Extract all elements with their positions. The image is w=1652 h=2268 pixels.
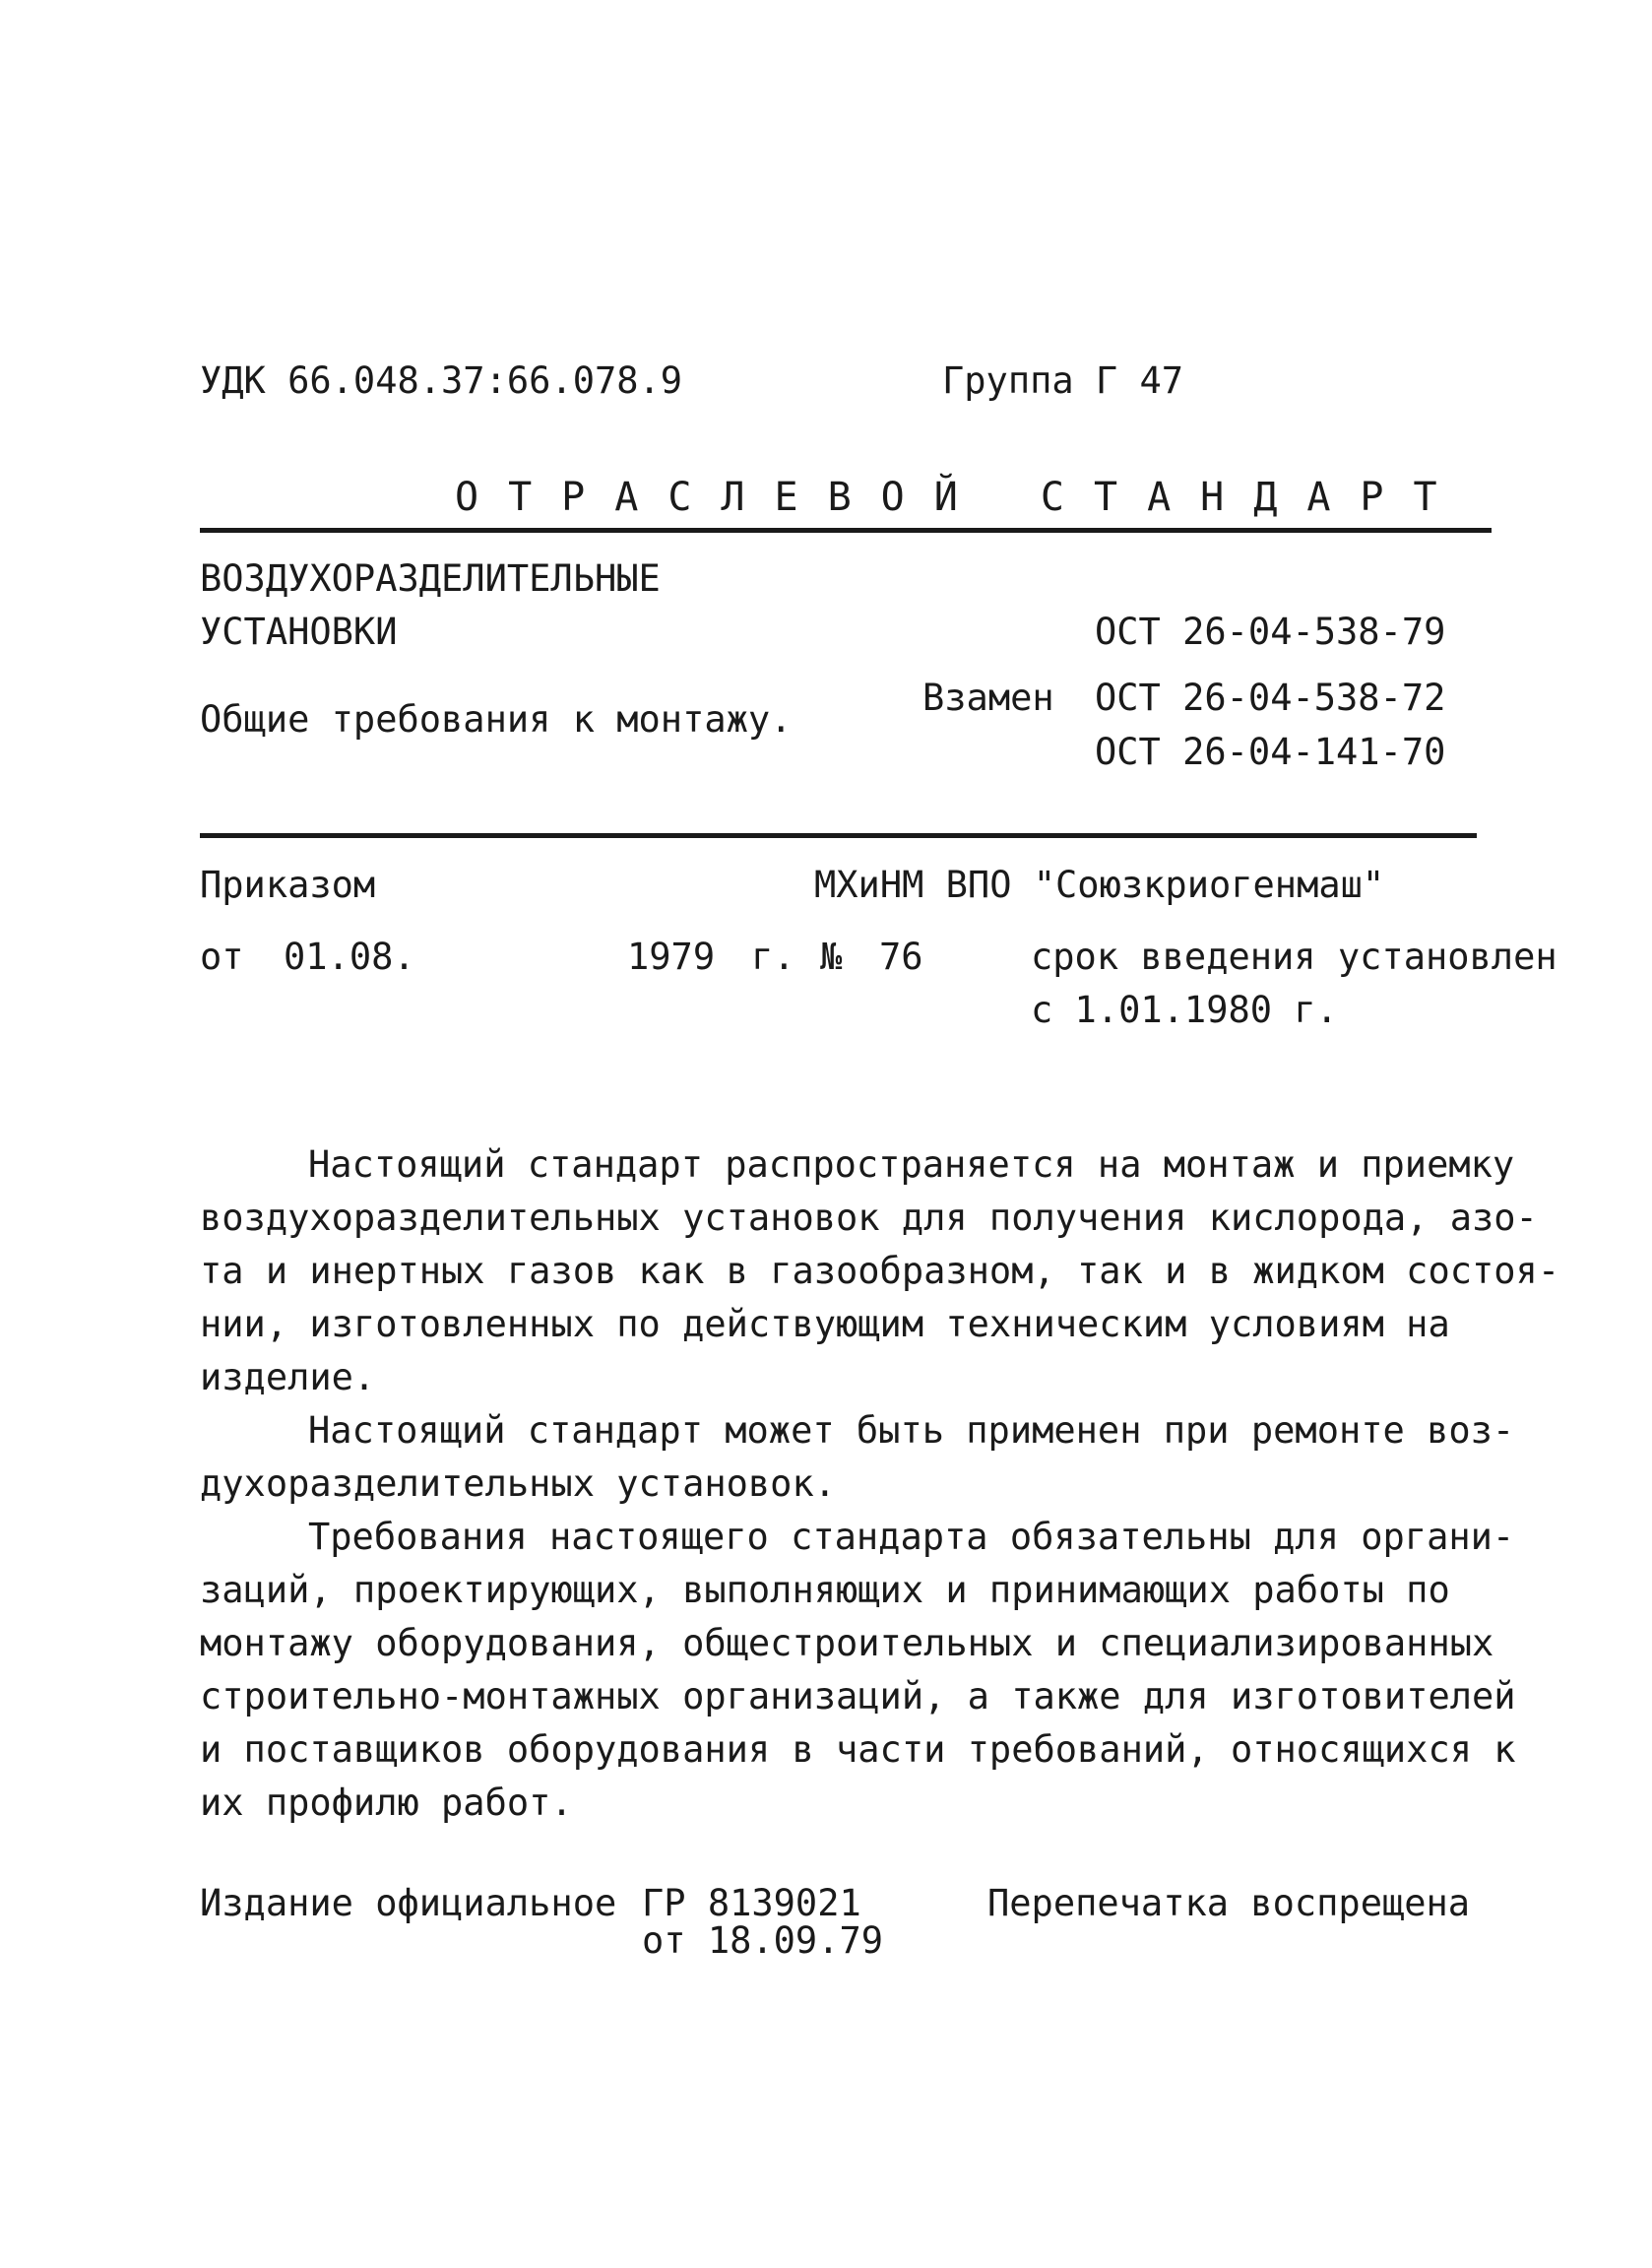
order-year: 1979 — [627, 936, 716, 978]
body-line: и поставщиков оборудования в части требований, относящихся к — [200, 1728, 1516, 1771]
section-rule — [200, 833, 1477, 838]
order-number-sign: № — [820, 936, 843, 978]
reprint-notice: Перепечатка воспрещена — [987, 1882, 1471, 1924]
order-number: 76 — [879, 936, 923, 978]
body-line: монтажу оборудования, общестроительных и специализированных — [200, 1622, 1494, 1664]
body-line: их профилю работ. — [200, 1782, 573, 1824]
udk-code: УДК 66.048.37:66.078.9 — [200, 359, 683, 402]
group-code: Группа Г 47 — [942, 359, 1184, 402]
title-rule — [200, 528, 1492, 533]
subject-line-3: Общие требования к монтажу. — [200, 698, 793, 741]
replaces-label: Взамен — [922, 677, 1054, 719]
edition-label: Издание официальное — [200, 1882, 617, 1924]
order-label: Приказом — [200, 864, 376, 906]
body-line: духоразделительных установок. — [200, 1462, 837, 1505]
body-line: та и инертных газов как в газообразном, так и в жидком состоя- — [200, 1250, 1560, 1292]
subject-line-1: ВОЗДУХОРАЗДЕЛИТЕЛЬНЫЕ — [200, 557, 661, 600]
term-date: с 1.01.1980 г. — [1031, 989, 1338, 1031]
registration-date: от 18.09.79 — [642, 1919, 884, 1962]
order-from-label: от — [200, 936, 244, 978]
standard-code: ОСТ 26-04-538-79 — [1095, 611, 1446, 653]
order-date: 01.08. — [284, 936, 415, 978]
body-line: заций, проектирующих, выполняющих и принимающих работы по — [200, 1569, 1450, 1611]
body-line: Требования настоящего стандарта обязательны для органи- — [308, 1516, 1515, 1558]
body-line: изделие. — [200, 1356, 376, 1398]
registration-number: ГР 8139021 — [642, 1882, 861, 1924]
body-line: нии, изготовленных по действующим техническим условиям на — [200, 1303, 1450, 1345]
body-line: воздухоразделительных установок для получения кислорода, азо- — [200, 1197, 1538, 1239]
body-line: Настоящий стандарт распространяется на монтаж и приемку — [308, 1143, 1515, 1186]
replaces-code-2: ОСТ 26-04-141-70 — [1095, 731, 1446, 773]
body-line: строительно-монтажных организаций, а также для изготовителей — [200, 1675, 1516, 1717]
order-issuer: МХиНМ ВПО "Союзкриогенмаш" — [814, 864, 1385, 906]
order-year-suffix: г. — [751, 936, 795, 978]
term-text: срок введения установлен — [1031, 936, 1557, 978]
body-line: Настоящий стандарт может быть применен при ремонте воз- — [308, 1409, 1515, 1452]
document-title: ОТРАСЛЕВОЙ СТАНДАРТ — [455, 475, 1467, 520]
subject-line-2: УСТАНОВКИ — [200, 611, 398, 653]
replaces-code-1: ОСТ 26-04-538-72 — [1095, 677, 1446, 719]
